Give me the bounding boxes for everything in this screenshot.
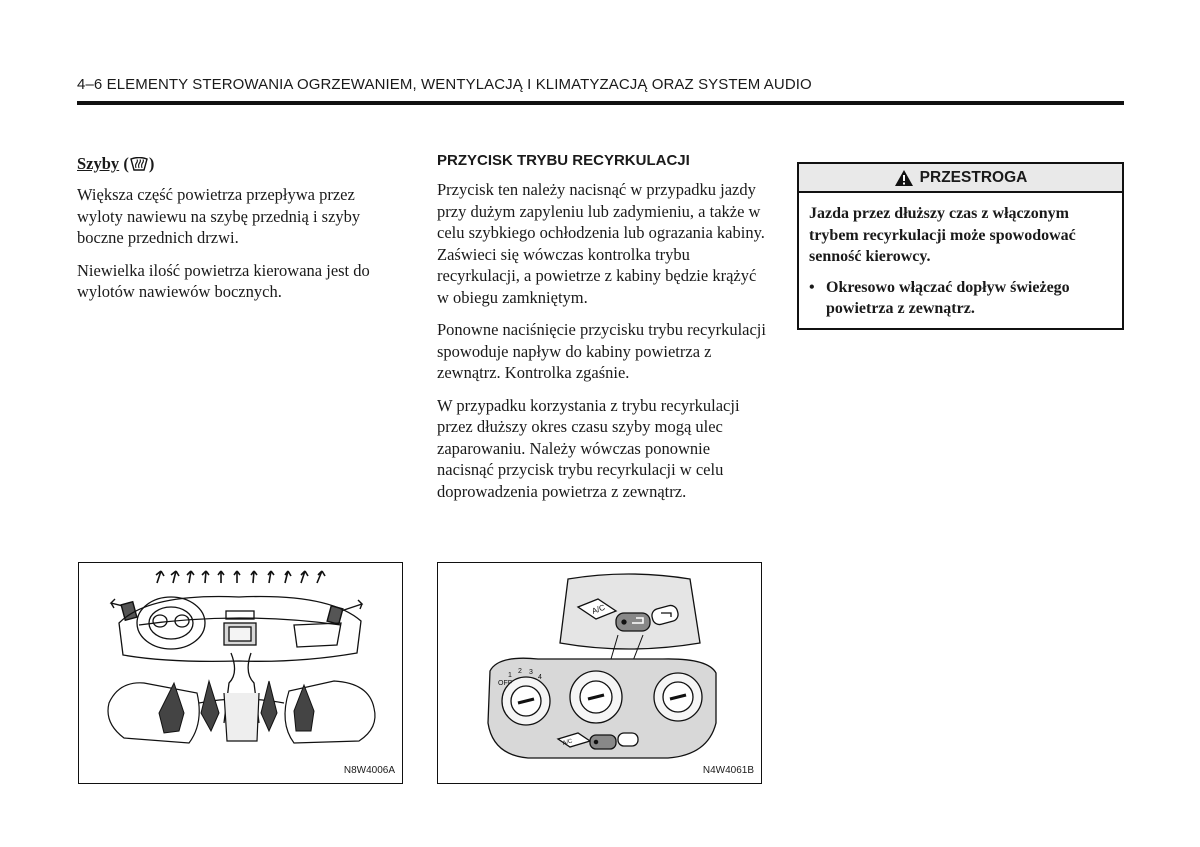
paragraph: W przypadku korzystania z trybu recyrkulacji przez dłuższy okres czasu szyby mogą ulec zaparowaniu. Należy wówczas ponownie nacisnąć przycisk trybu recyrkulacji w celu doprowadzenia powietrza z zewnątrz. (437, 395, 740, 501)
bullet-mark: • (809, 278, 815, 296)
figure-climate-panel (437, 562, 762, 784)
warning-title: PRZESTROGA (919, 168, 1028, 186)
dashboard-airflow-illustration (79, 563, 402, 783)
column-recirculation (437, 152, 767, 513)
zoomed-button-strip (560, 574, 700, 649)
panel-ac-label: A/C (561, 738, 574, 747)
fan-off-label: OFF (498, 680, 512, 687)
paragraph: Niewielka ilość powietrza kierowana jest do wylotów nawiewów bocznych. (77, 260, 370, 301)
section-title-word: Szyby (77, 154, 120, 173)
figure-dashboard-airflow (78, 562, 403, 784)
column-warning (797, 162, 1124, 330)
section-title-recirculation: PRZYCISK TRYBU RECYRKULACJI (437, 152, 690, 169)
seats-outline (108, 681, 375, 743)
paragraph: Większa część powietrza przepływa przez wyloty nawiewu na szybę przednią i szyby boczne przednich drzwi. (77, 185, 361, 247)
windshield-defrost-icon (130, 157, 148, 171)
control-panel-body (488, 658, 716, 758)
column-windshield (77, 152, 402, 314)
warning-bullet (809, 277, 1112, 320)
section-title-windshield (77, 154, 402, 174)
fan-speed-2: 2 (518, 668, 522, 675)
fan-speed-4: 4 (538, 674, 542, 681)
title-close-paren: ) (148, 154, 155, 173)
windshield-arrows (156, 571, 325, 583)
zoom-ac-label: A/C (590, 602, 607, 616)
figure-code: N8W4006A (343, 765, 395, 776)
climate-panel-illustration (438, 563, 761, 783)
warning-text: Jazda przez dłuższy czas z włączonym trybem recyrkulacji może spowodować senność kierowcy. (809, 205, 1076, 265)
fan-speed-1: 1 (508, 672, 512, 679)
figure-code: N4W4061B (702, 765, 754, 776)
title-open-paren: ( (123, 154, 129, 173)
fan-speed-3: 3 (529, 669, 533, 676)
warning-box (797, 162, 1124, 330)
paragraph: Ponowne naciśnięcie przycisku trybu recyrkulacji spowoduje napływ do kabiny powietrza z zewnątrz. Kontrolka zgaśnie. (437, 320, 766, 382)
header-rule (77, 101, 1124, 105)
warning-triangle-icon (894, 169, 914, 187)
warning-body (799, 193, 1122, 328)
paragraph: Przycisk ten należy nacisnąć w przypadku jazdy przy dużym zapyleniu lub zadymieniu, a także w celu szybkiego ochłodzenia lub ograzania kabiny. Zaświeci się wówczas kontrolka trybu recyrkulacji, a powietrze z kabiny będzie krążyć w obiegu zamkniętym. (437, 180, 765, 307)
page-header: 4–6 ELEMENTY STEROWANIA OGRZEWANIEM, WENTYLACJĄ I KLIMATYZACJĄ ORAZ SYSTEM AUDIO (77, 76, 812, 93)
warning-bullet-text: Okresowo włączać dopływ świeżego powietrza z zewnątrz. (826, 278, 1070, 317)
warning-header (799, 164, 1122, 193)
